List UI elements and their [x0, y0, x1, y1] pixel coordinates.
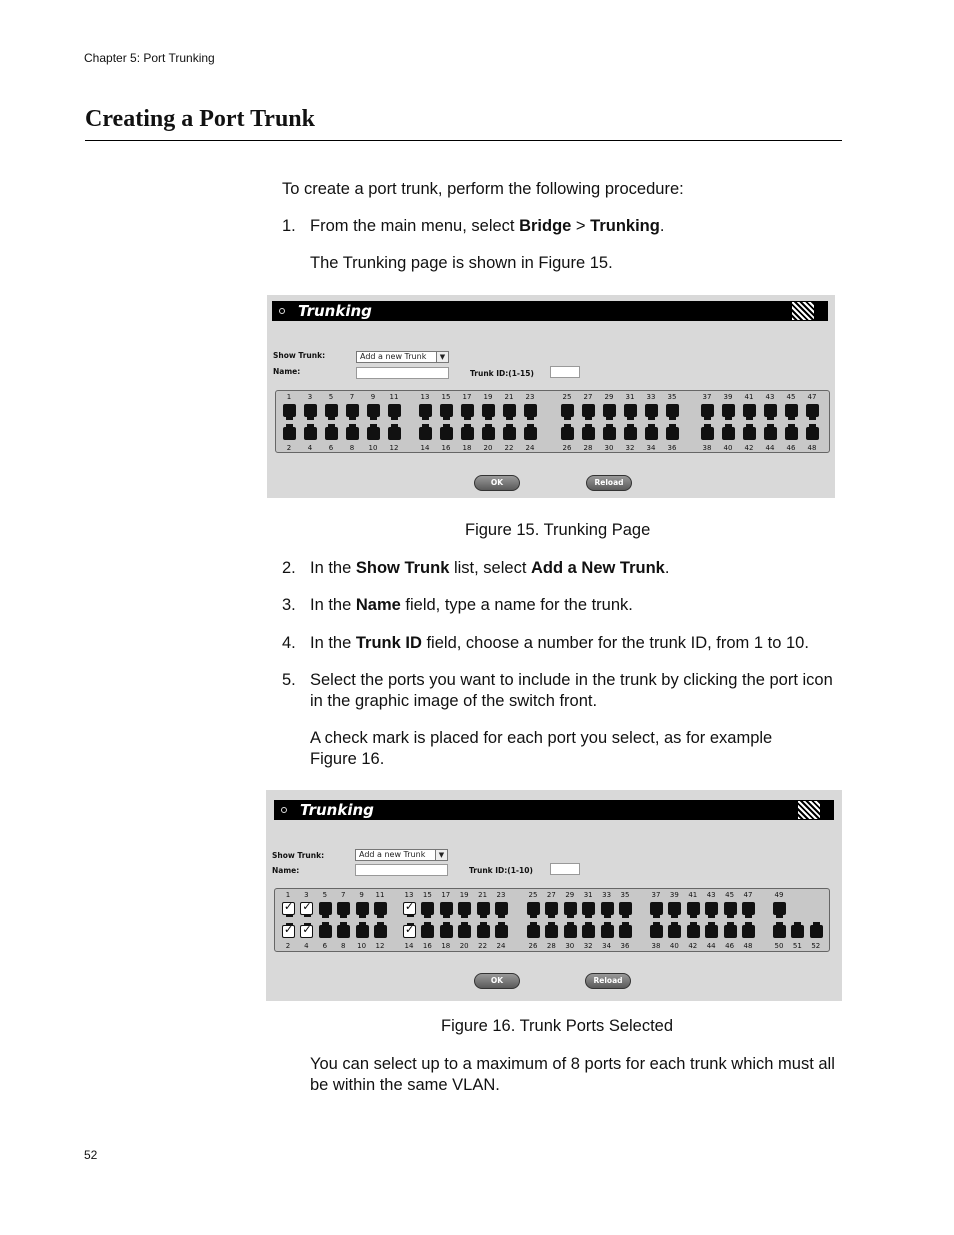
port-label: 41: [744, 393, 754, 401]
port-49[interactable]: [773, 902, 786, 915]
running-header: Chapter 5: Port Trunking: [84, 51, 215, 65]
port-label: 14: [404, 942, 414, 950]
port-label: 37: [702, 393, 712, 401]
port-label: 21: [478, 891, 488, 899]
port-label: 1: [285, 891, 291, 899]
port-label: 8: [349, 444, 355, 452]
port-32[interactable]: [582, 925, 595, 938]
port-label: 16: [441, 444, 451, 452]
port-39[interactable]: [722, 404, 735, 417]
name-label: Name:: [272, 866, 300, 875]
port-label: 36: [667, 444, 677, 452]
port-label: 42: [744, 444, 754, 452]
step-1-text: [310, 216, 664, 237]
port-label: 11: [389, 393, 399, 401]
port-26[interactable]: [527, 925, 540, 938]
step-text-fragment: In the: [310, 596, 356, 614]
port-label: 28: [583, 444, 593, 452]
port-label: 17: [441, 891, 451, 899]
port-label: 32: [583, 942, 593, 950]
figure-16-caption: Figure 16. Trunk Ports Selected: [441, 1017, 674, 1035]
chevron-down-icon[interactable]: ▼: [435, 850, 447, 860]
figure-16-screenshot: [266, 790, 842, 1001]
port-50[interactable]: [773, 925, 786, 938]
port-30[interactable]: [603, 427, 616, 440]
port-label: 39: [723, 393, 733, 401]
port-label: 7: [349, 393, 355, 401]
port-label: 27: [583, 393, 593, 401]
port-label: 48: [743, 942, 753, 950]
port-26[interactable]: [561, 427, 574, 440]
show-trunk-select[interactable]: [355, 849, 448, 861]
port-label: 3: [307, 393, 313, 401]
page-number: 52: [84, 1148, 98, 1162]
port-label: 46: [786, 444, 796, 452]
port-label: 32: [625, 444, 635, 452]
closing-paragraph: You can select up to a maximum of 8 ports for each trunk which must all be within the same VLAN.: [310, 1055, 835, 1094]
port-4[interactable]: [304, 427, 317, 440]
port-18[interactable]: [440, 925, 453, 938]
port-label: 28: [546, 942, 556, 950]
trunk-id-label: Trunk ID:(1-15): [470, 369, 534, 378]
port-42[interactable]: [743, 427, 756, 440]
port-label: 4: [307, 444, 313, 452]
port-6[interactable]: [319, 925, 332, 938]
port-47[interactable]: [742, 902, 755, 915]
name-input[interactable]: [356, 367, 449, 379]
panel-title: Trunking: [298, 302, 372, 320]
port-28[interactable]: [582, 427, 595, 440]
port-24[interactable]: [495, 925, 508, 938]
trunk-id-input[interactable]: [550, 366, 580, 378]
port-3[interactable]: [300, 902, 313, 915]
port-9[interactable]: [356, 902, 369, 915]
port-29[interactable]: [603, 404, 616, 417]
port-label: 52: [811, 942, 821, 950]
port-47[interactable]: [806, 404, 819, 417]
port-label: 43: [706, 891, 716, 899]
port-17[interactable]: [461, 404, 474, 417]
port-34[interactable]: [601, 925, 614, 938]
port-51[interactable]: [791, 925, 804, 938]
port-label: 35: [667, 393, 677, 401]
port-label: 36: [620, 942, 630, 950]
port-label: 23: [525, 393, 535, 401]
port-28[interactable]: [545, 925, 558, 938]
port-label: 30: [604, 444, 614, 452]
port-label: 20: [459, 942, 469, 950]
step-1-note: The Trunking page is shown in Figure 15.: [310, 254, 613, 272]
port-label: 43: [765, 393, 775, 401]
port-label: 45: [786, 393, 796, 401]
port-10[interactable]: [356, 925, 369, 938]
reload-button[interactable]: Reload: [585, 973, 631, 989]
figure-15-caption: Figure 15. Trunking Page: [465, 521, 651, 539]
port-20[interactable]: [458, 925, 471, 938]
port-label: 33: [646, 393, 656, 401]
port-37[interactable]: [701, 404, 714, 417]
port-label: 3: [304, 891, 309, 899]
port-36[interactable]: [666, 427, 679, 440]
port-9[interactable]: [367, 404, 380, 417]
port-32[interactable]: [624, 427, 637, 440]
show-trunk-value: Add a new Trunk: [359, 850, 426, 859]
port-38[interactable]: [701, 427, 714, 440]
port-label: 18: [462, 444, 472, 452]
name-input[interactable]: [355, 864, 448, 876]
port-4[interactable]: [300, 925, 313, 938]
port-44[interactable]: [705, 925, 718, 938]
bullet-icon: [281, 807, 287, 813]
port-label: 42: [688, 942, 698, 950]
port-16[interactable]: [421, 925, 434, 938]
port-25[interactable]: [527, 902, 540, 915]
port-14[interactable]: [419, 427, 432, 440]
port-29[interactable]: [564, 902, 577, 915]
step-5-note: A check mark is placed for each port you select, as for example Figure 16.: [310, 729, 773, 768]
port-1[interactable]: [282, 902, 295, 915]
port-label: 9: [370, 393, 376, 401]
port-30[interactable]: [564, 925, 577, 938]
port-38[interactable]: [650, 925, 663, 938]
step-text-fragment: In the: [310, 559, 356, 577]
port-43[interactable]: [705, 902, 718, 915]
port-36[interactable]: [619, 925, 632, 938]
port-label: 25: [528, 891, 538, 899]
port-21[interactable]: [503, 404, 516, 417]
port-45[interactable]: [724, 902, 737, 915]
port-46[interactable]: [724, 925, 737, 938]
port-label: 11: [375, 891, 385, 899]
logo-icon: [792, 302, 814, 320]
port-label: 41: [688, 891, 698, 899]
port-label: 31: [583, 891, 593, 899]
show-trunk-select[interactable]: [356, 351, 449, 363]
port-label: 6: [328, 444, 334, 452]
port-label: 24: [496, 942, 506, 950]
port-label: 38: [702, 444, 712, 452]
title-bar: [272, 301, 828, 321]
chevron-down-icon[interactable]: ▼: [436, 352, 448, 362]
step-text-fragment: From the main menu, select: [310, 217, 520, 235]
port-label: 8: [340, 942, 346, 950]
figure-15-screenshot: [267, 295, 835, 498]
port-label: 1: [286, 393, 292, 401]
port-35[interactable]: [666, 404, 679, 417]
port-22[interactable]: [477, 925, 490, 938]
step-4-text: [310, 633, 809, 654]
step-5-number: 5.: [282, 671, 296, 689]
port-10[interactable]: [367, 427, 380, 440]
port-15[interactable]: [421, 902, 434, 915]
port-label: 38: [651, 942, 661, 950]
port-label: 14: [420, 444, 430, 452]
step-4-number: 4.: [282, 634, 296, 652]
port-44[interactable]: [764, 427, 777, 440]
port-label: 31: [625, 393, 635, 401]
port-label: 15: [422, 891, 432, 899]
port-label: 30: [565, 942, 575, 950]
step-text-fragment: In the: [310, 634, 356, 652]
reload-button[interactable]: Reload: [586, 475, 632, 491]
port-8[interactable]: [337, 925, 350, 938]
port-34[interactable]: [645, 427, 658, 440]
port-label: 2: [285, 942, 291, 950]
port-7[interactable]: [346, 404, 359, 417]
port-label: 7: [340, 891, 346, 899]
port-22[interactable]: [503, 427, 516, 440]
port-12[interactable]: [388, 427, 401, 440]
ok-button[interactable]: OK: [474, 475, 520, 491]
port-2[interactable]: [283, 427, 296, 440]
panel-title: Trunking: [300, 801, 374, 819]
port-label: 4: [304, 942, 309, 950]
port-label: 2: [286, 444, 292, 452]
port-46[interactable]: [785, 427, 798, 440]
port-15[interactable]: [440, 404, 453, 417]
term-show-trunk: Show Trunk: [355, 559, 450, 577]
port-39[interactable]: [668, 902, 681, 915]
port-label: 6: [322, 942, 328, 950]
port-label: 44: [706, 942, 716, 950]
port-label: 9: [359, 891, 364, 899]
port-21[interactable]: [477, 902, 490, 915]
port-label: 19: [483, 393, 493, 401]
port-42[interactable]: [687, 925, 700, 938]
port-11[interactable]: [388, 404, 401, 417]
port-label: 16: [422, 942, 432, 950]
show-trunk-label: Show Trunk:: [272, 851, 325, 860]
port-label: 26: [528, 942, 538, 950]
bullet-icon: [279, 308, 285, 314]
port-label: 22: [478, 942, 488, 950]
port-label: 47: [807, 393, 817, 401]
port-label: 33: [602, 891, 612, 899]
port-13[interactable]: [419, 404, 432, 417]
port-label: 24: [525, 444, 535, 452]
step-2-number: 2.: [282, 559, 296, 577]
step-text-fragment: field, choose a number for the trunk ID, from 1 to 10.: [421, 634, 809, 652]
port-label: 34: [602, 942, 612, 950]
port-label: 29: [565, 891, 575, 899]
intro-paragraph: To create a port trunk, perform the following procedure:: [282, 180, 684, 198]
trunk-id-label: Trunk ID:(1-10): [469, 866, 533, 875]
port-19[interactable]: [482, 404, 495, 417]
port-label: 27: [546, 891, 556, 899]
port-label: 26: [562, 444, 572, 452]
port-label: 13: [420, 393, 430, 401]
port-8[interactable]: [346, 427, 359, 440]
port-23[interactable]: [524, 404, 537, 417]
port-35[interactable]: [619, 902, 632, 915]
show-trunk-value: Add a new Trunk: [360, 352, 427, 361]
port-label: 34: [646, 444, 656, 452]
port-43[interactable]: [764, 404, 777, 417]
port-label: 19: [459, 891, 469, 899]
step-2-text: [310, 558, 669, 579]
name-label: Name:: [273, 367, 301, 376]
port-label: 45: [725, 891, 735, 899]
port-label: 12: [389, 444, 399, 452]
port-24[interactable]: [524, 427, 537, 440]
port-25[interactable]: [561, 404, 574, 417]
step-3-text: [310, 595, 633, 616]
port-label: 23: [496, 891, 506, 899]
port-18[interactable]: [461, 427, 474, 440]
port-5[interactable]: [319, 902, 332, 915]
port-14[interactable]: [403, 925, 416, 938]
port-16[interactable]: [440, 427, 453, 440]
port-52[interactable]: [810, 925, 823, 938]
port-label: 37: [651, 891, 661, 899]
ok-button[interactable]: OK: [474, 973, 520, 989]
port-48[interactable]: [742, 925, 755, 938]
port-17[interactable]: [440, 902, 453, 915]
step-3-number: 3.: [282, 596, 296, 614]
step-text-fragment: list, select: [449, 559, 531, 577]
port-23[interactable]: [495, 902, 508, 915]
port-37[interactable]: [650, 902, 663, 915]
port-label: 44: [765, 444, 775, 452]
port-label: 5: [322, 891, 328, 899]
port-27[interactable]: [545, 902, 558, 915]
step-5-text: Select the ports you want to include in the trunk by clicking the port icon in the graphic image of the switch front.: [310, 671, 833, 710]
port-1[interactable]: [283, 404, 296, 417]
port-label: 20: [483, 444, 493, 452]
menu-trunking: Trunking: [590, 217, 660, 235]
port-label: 46: [725, 942, 735, 950]
switch-front-panel: [275, 390, 830, 453]
title-rule: [85, 140, 842, 141]
port-label: 35: [620, 891, 630, 899]
switch-front-panel: [274, 888, 830, 952]
port-3[interactable]: [304, 404, 317, 417]
port-label: 25: [562, 393, 572, 401]
port-11[interactable]: [374, 902, 387, 915]
term-trunk-id: Trunk ID: [355, 634, 422, 652]
title-bar: [274, 800, 834, 820]
port-label: 15: [441, 393, 451, 401]
port-label: 50: [774, 942, 784, 950]
port-label: 40: [669, 942, 679, 950]
port-31[interactable]: [624, 404, 637, 417]
port-label: 17: [462, 393, 472, 401]
term-add-new-trunk: Add a New Trunk: [531, 559, 665, 577]
port-label: 49: [774, 891, 784, 899]
port-label: 21: [504, 393, 514, 401]
port-40[interactable]: [668, 925, 681, 938]
port-12[interactable]: [374, 925, 387, 938]
port-7[interactable]: [337, 902, 350, 915]
port-label: 12: [375, 942, 385, 950]
step-text-fragment: .: [664, 559, 670, 577]
port-19[interactable]: [458, 902, 471, 915]
port-label: 40: [723, 444, 733, 452]
port-33[interactable]: [645, 404, 658, 417]
port-label: 39: [669, 891, 679, 899]
port-5[interactable]: [325, 404, 338, 417]
port-label: 18: [441, 942, 451, 950]
port-31[interactable]: [582, 902, 595, 915]
port-label: 47: [743, 891, 753, 899]
port-label: 10: [357, 942, 367, 950]
port-label: 22: [504, 444, 514, 452]
section-title: Creating a Port Trunk: [85, 106, 316, 132]
port-13[interactable]: [403, 902, 416, 915]
port-label: 48: [807, 444, 817, 452]
port-6[interactable]: [325, 427, 338, 440]
port-45[interactable]: [785, 404, 798, 417]
port-41[interactable]: [687, 902, 700, 915]
port-27[interactable]: [582, 404, 595, 417]
trunk-id-input[interactable]: [550, 863, 580, 875]
port-label: 5: [328, 393, 334, 401]
port-label: 51: [792, 942, 802, 950]
term-name: Name: [355, 596, 401, 614]
step-text-fragment: .: [659, 217, 665, 235]
port-33[interactable]: [601, 902, 614, 915]
port-20[interactable]: [482, 427, 495, 440]
port-40[interactable]: [722, 427, 735, 440]
logo-icon: [798, 801, 820, 819]
port-label: 10: [368, 444, 378, 452]
step-text-fragment: >: [571, 217, 591, 235]
menu-bridge: Bridge: [519, 217, 572, 235]
port-48[interactable]: [806, 427, 819, 440]
port-41[interactable]: [743, 404, 756, 417]
port-label: 13: [404, 891, 414, 899]
show-trunk-label: Show Trunk:: [273, 351, 326, 360]
step-text-fragment: field, type a name for the trunk.: [400, 596, 633, 614]
step-1-number: 1.: [282, 217, 296, 235]
port-2[interactable]: [282, 925, 295, 938]
port-label: 29: [604, 393, 614, 401]
